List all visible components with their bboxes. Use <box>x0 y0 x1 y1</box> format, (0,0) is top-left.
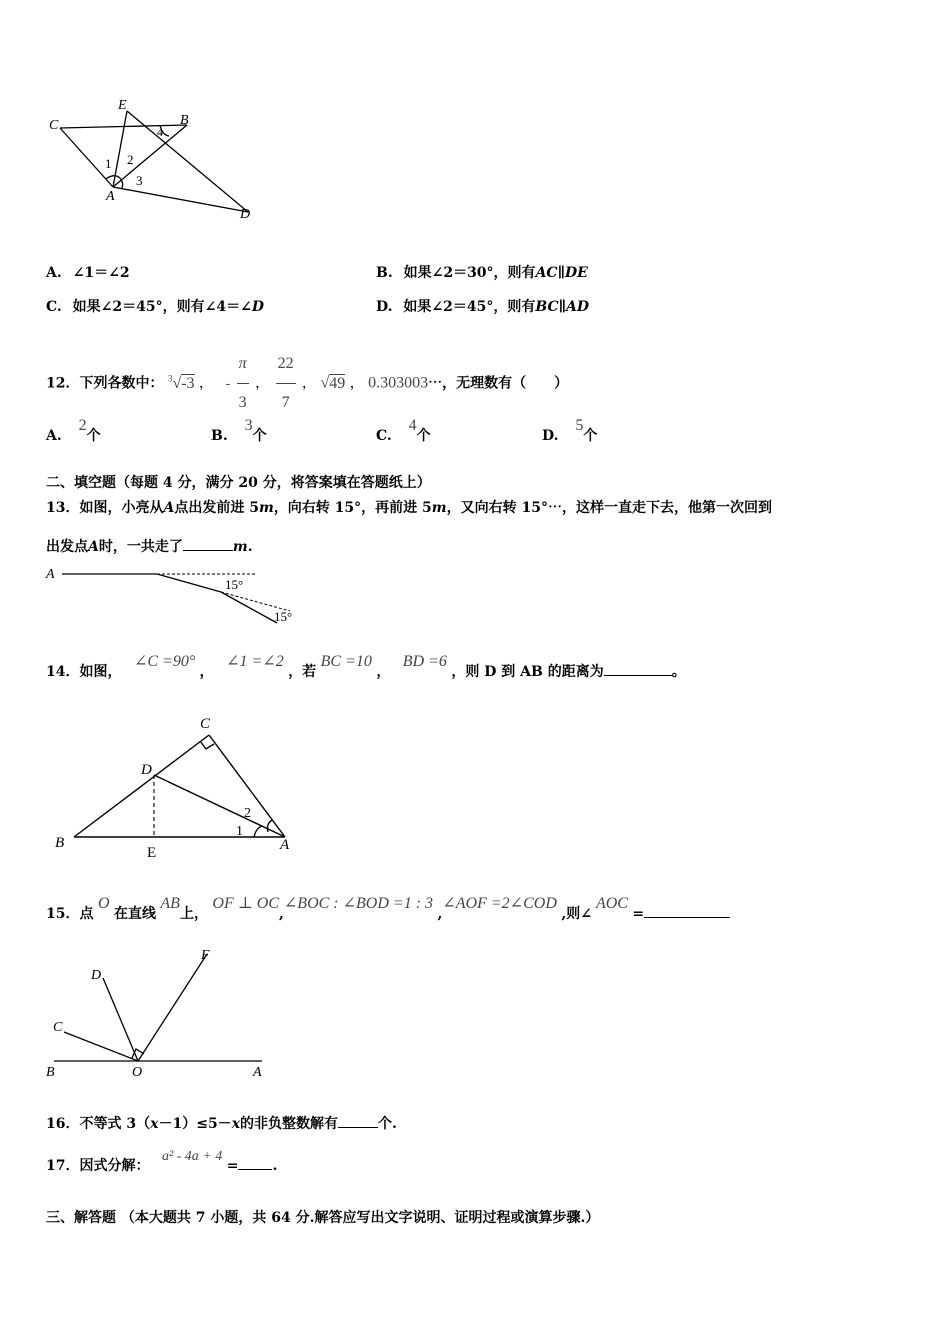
q11-option-c[interactable] <box>46 296 264 316</box>
q13-text: 13．如图，小亮从 <box>46 500 164 516</box>
q12-option-c[interactable] <box>376 417 431 445</box>
decimal: 0.303003 <box>368 374 429 392</box>
answer-blank[interactable] <box>238 1155 272 1170</box>
q14-figure <box>44 706 304 866</box>
q11-label-d: D <box>240 207 251 222</box>
q13-figure <box>44 563 304 631</box>
q14-suffix: ，则 D 到 AB 的距离为 <box>451 664 604 680</box>
option-unit: 个 <box>416 428 431 444</box>
answer-blank[interactable] <box>644 903 730 918</box>
q11-label-c: C <box>49 118 59 133</box>
var-x: x <box>150 1116 159 1132</box>
cbrt-radicand: -3 <box>181 374 195 392</box>
option-letter: D. <box>376 299 393 315</box>
point-a: A <box>88 539 99 555</box>
q12-option-a[interactable] <box>46 417 101 445</box>
q15-label-o: O <box>132 1065 143 1080</box>
q13-angle-1: 15° <box>225 577 244 592</box>
unit-m: m <box>431 500 447 516</box>
q17-end: . <box>272 1158 278 1174</box>
q16-stem <box>46 1113 397 1133</box>
angle-aoc: AOC <box>595 895 628 912</box>
option-letter: B. <box>211 428 228 444</box>
q12-stem <box>46 345 568 422</box>
q16-text: －1）≤5－ <box>158 1116 232 1132</box>
q15-prefix: 15．点 <box>46 906 94 922</box>
q15-stem <box>46 890 730 938</box>
q14-label-d: D <box>141 762 152 778</box>
option-letter: B. <box>376 265 393 281</box>
q11-angle-2: 2 <box>127 152 134 167</box>
q13-label-a: A <box>46 567 55 582</box>
q13-angle-2: 15° <box>274 609 293 624</box>
q16-text: 16．不等式 3（ <box>46 1116 151 1132</box>
option-tail: AC∥DE <box>535 265 588 281</box>
q17-eq: = <box>226 1158 239 1174</box>
q16-end: 个. <box>378 1116 397 1132</box>
q17-stem <box>46 1145 277 1188</box>
option-letter: A. <box>46 428 62 444</box>
q15-eq: = <box>632 906 645 922</box>
cond-bd: BD =6 <box>402 653 447 670</box>
option-text: 如果∠2＝45°，则有∠4＝∠ <box>72 299 252 315</box>
q15-label-c: C <box>53 1020 63 1035</box>
cond-angle-c: ∠C =90° <box>133 653 196 670</box>
option-value: 2 <box>78 417 87 434</box>
sep: ， <box>255 375 270 392</box>
pi-num: π <box>237 345 249 384</box>
root-index: 3 <box>167 373 173 384</box>
sep: ， <box>199 664 214 680</box>
cube-root: $^3$√-3 <box>167 373 195 392</box>
q11-angle-1: 1 <box>105 156 112 171</box>
q11-option-a[interactable] <box>46 262 130 282</box>
q11-option-b[interactable] <box>376 262 588 282</box>
answer-blank[interactable] <box>183 536 233 551</box>
q14-ruo: ，若 <box>288 664 317 680</box>
option-unit: 个 <box>583 428 598 444</box>
q15-zai: 在直线 <box>113 906 156 922</box>
option-letter: D. <box>542 428 559 444</box>
q13-text: 点出发前进 5 <box>174 500 259 516</box>
q11-option-d[interactable] <box>376 296 589 316</box>
option-tail: BC∥AD <box>535 299 590 315</box>
q13-line1 <box>46 497 772 517</box>
cond-aof: ∠AOF =2∠COD <box>442 895 557 912</box>
q12-prefix: 12．下列各数中： <box>46 375 164 392</box>
q15-shang: 上， <box>179 906 208 922</box>
option-letter: A. <box>46 265 62 281</box>
pi-den: 3 <box>238 394 247 411</box>
pi-fraction <box>237 345 249 422</box>
cond-angle-eq: ∠1 =∠2 <box>226 653 284 670</box>
frac-num: 22 <box>276 345 296 384</box>
answer-blank[interactable] <box>338 1113 378 1128</box>
q15-label-b: B <box>46 1065 55 1080</box>
q15-label-a: A <box>253 1065 262 1080</box>
q12-suffix: ⋯，无理数有（ ） <box>428 375 569 392</box>
q13-text: ，向右转 15°，再前进 5 <box>273 500 432 516</box>
option-letter: C. <box>46 299 62 315</box>
q14-stem <box>46 648 686 696</box>
q13-text: 出发点 <box>46 539 88 555</box>
q15-figure <box>40 940 280 1080</box>
unit-m: m <box>232 539 248 555</box>
fraction-22-7 <box>276 345 296 422</box>
q11-label-a: A <box>106 189 115 204</box>
q14-angle-2: 2 <box>244 806 251 821</box>
q15-label-f: F <box>201 948 210 963</box>
option-value: 3 <box>244 417 253 434</box>
q15-label-d: D <box>91 968 102 983</box>
unit-m: m <box>258 500 274 516</box>
q11-figure <box>40 95 270 225</box>
frac-den: 7 <box>281 394 290 411</box>
q14-angle-1: 1 <box>236 824 243 839</box>
option-value: 4 <box>408 417 417 434</box>
q12-option-b[interactable] <box>211 417 267 445</box>
square-root: √49 <box>320 374 346 392</box>
q16-text: 的非负整数解有 <box>240 1116 339 1132</box>
option-unit: 个 <box>252 428 267 444</box>
q14-label-a: A <box>280 837 290 853</box>
sep: ， <box>376 664 391 680</box>
option-text: 如果∠2＝45°，则有 <box>403 299 536 315</box>
q13-text: ，又向右转 15°⋯，这样一直走下去，他第一次回到 <box>446 500 772 516</box>
sep: ， <box>349 375 364 392</box>
option-letter: C. <box>376 428 392 444</box>
neg-sign: - <box>225 375 231 392</box>
q11-angle-4: 4 <box>157 125 163 139</box>
q15-ze: ,则∠ <box>561 906 592 922</box>
option-value: 5 <box>575 417 584 434</box>
option-tail: D <box>251 299 264 315</box>
point-a: A <box>163 500 175 516</box>
option-text: ∠1＝∠2 <box>72 265 130 281</box>
answer-blank[interactable] <box>604 661 672 676</box>
line-ab: AB <box>160 895 180 912</box>
q14-label-c: C <box>200 716 211 732</box>
cond-ratio: ∠BOC : ∠BOD =1 : 3 <box>283 895 434 912</box>
q14-end: 。 <box>671 664 686 680</box>
sep: , <box>279 906 284 922</box>
q13-text: 时，一共走了 <box>98 539 183 555</box>
q13-end: . <box>247 539 253 555</box>
point-o: O <box>97 895 110 912</box>
q11-label-b: B <box>180 113 189 128</box>
q17-expression: a² - 4a + 4 <box>161 1149 223 1164</box>
sep: , <box>437 906 443 922</box>
section-2-heading: 二、填空题（每题 4 分，满分 20 分，将答案填在答题纸上） <box>46 475 431 491</box>
cond-bc: BC =10 <box>320 653 372 670</box>
q13-line2 <box>46 536 253 556</box>
q14-prefix: 14．如图， <box>46 664 122 680</box>
section-3-heading: 三、解答题 （本大题共 7 小题，共 64 分.解答应写出文字说明、证明过程或演算步骤.） <box>46 1210 600 1226</box>
cond-perp: OF ⊥ OC <box>212 895 280 912</box>
q14-label-b: B <box>55 835 65 851</box>
option-text: 如果∠2＝30°，则有 <box>403 265 536 281</box>
q17-prefix: 17．因式分解： <box>46 1158 150 1174</box>
q11-angle-3: 3 <box>136 173 143 188</box>
sep: ， <box>199 375 213 392</box>
sep: ， <box>302 375 317 392</box>
q14-label-e: E <box>147 845 157 861</box>
q11-label-e: E <box>118 98 127 113</box>
sqrt-radicand: 49 <box>329 374 346 392</box>
option-unit: 个 <box>86 428 101 444</box>
var-x: x <box>231 1116 241 1132</box>
q12-option-d[interactable] <box>542 417 598 445</box>
